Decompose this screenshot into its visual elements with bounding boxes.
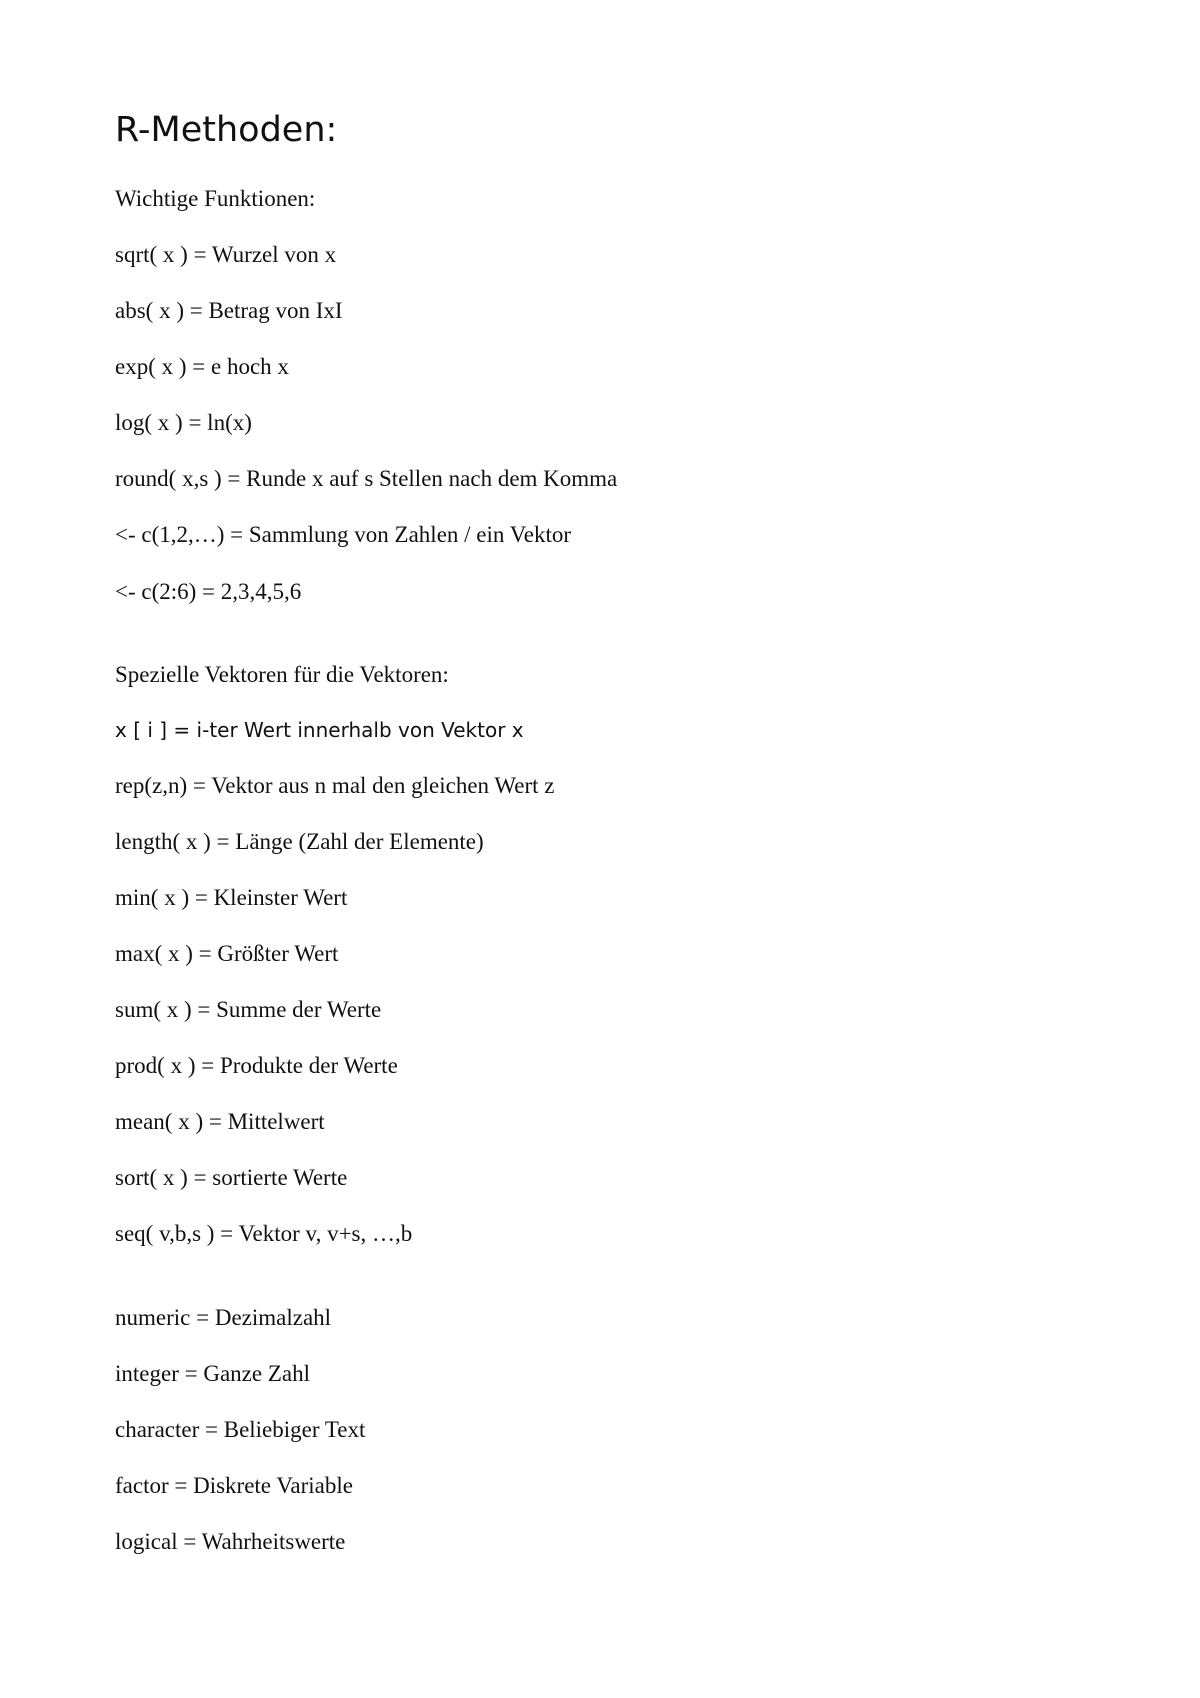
vector-line: sort( x ) = sortierte Werte: [115, 1165, 348, 1190]
type-line: logical = Wahrheitswerte: [115, 1529, 346, 1554]
vector-line: sum( x ) = Summe der Werte: [115, 997, 382, 1022]
type-line: numeric = Dezimalzahl: [115, 1305, 332, 1330]
vector-line: length( x ) = Länge (Zahl der Elemente): [115, 829, 484, 854]
vector-line: mean( x ) = Mittelwert: [115, 1109, 325, 1134]
vector-line: prod( x ) = Produkte der Werte: [115, 1053, 398, 1078]
vector-line: min( x ) = Kleinster Wert: [115, 885, 348, 910]
page-title: R-Methoden:: [115, 110, 338, 150]
functions-heading: Wichtige Funktionen:: [115, 186, 316, 211]
function-line: log( x ) = ln(x): [115, 410, 252, 435]
function-line: <- c(2:6) = 2,3,4,5,6: [115, 579, 302, 604]
function-line: exp( x ) = e hoch x: [115, 354, 289, 379]
vectors-heading: Spezielle Vektoren für die Vektoren:: [115, 662, 449, 687]
function-line: <- c(1,2,…) = Sammlung von Zahlen / ein Vektor: [115, 522, 572, 547]
function-line: abs( x ) = Betrag von IxI: [115, 298, 343, 323]
function-line: round( x,s ) = Runde x auf s Stellen nach dem Komma: [115, 466, 618, 491]
vector-line: x [ i ] = i-ter Wert innerhalb von Vektor x: [115, 718, 524, 742]
vector-line: max( x ) = Größter Wert: [115, 941, 339, 966]
type-line: factor = Diskrete Variable: [115, 1473, 353, 1498]
vector-line: rep(z,n) = Vektor aus n mal den gleichen Wert z: [115, 773, 555, 798]
type-line: character = Beliebiger Text: [115, 1417, 366, 1442]
vector-line: seq( v,b,s ) = Vektor v, v+s, …,b: [115, 1221, 413, 1246]
function-line: sqrt( x ) = Wurzel von x: [115, 242, 337, 267]
type-line: integer = Ganze Zahl: [115, 1361, 310, 1386]
